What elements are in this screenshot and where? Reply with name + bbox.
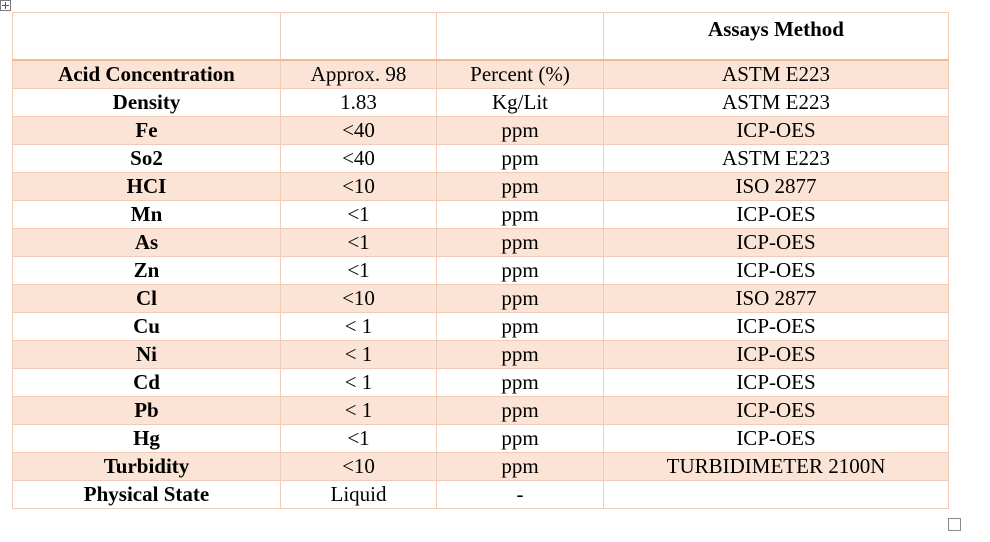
cell-unit[interactable]: ppm: [437, 145, 604, 173]
cell-method[interactable]: ICP-OES: [604, 257, 949, 285]
table-resize-handle-icon[interactable]: [948, 518, 961, 531]
cell-unit[interactable]: ppm: [437, 229, 604, 257]
cell-value[interactable]: <10: [281, 453, 437, 481]
table-row: [13, 397, 949, 425]
cell-method[interactable]: ICP-OES: [604, 397, 949, 425]
cell-parameter[interactable]: Ni: [13, 341, 281, 369]
table-row: [13, 229, 949, 257]
table-row: [13, 145, 949, 173]
cell-parameter[interactable]: Physical State: [13, 481, 281, 509]
cell-unit[interactable]: Percent (%): [437, 60, 604, 89]
cell-method[interactable]: ASTM E223: [604, 89, 949, 117]
cell-value[interactable]: <1: [281, 425, 437, 453]
table-move-handle-icon[interactable]: [0, 0, 11, 11]
table-row: [13, 257, 949, 285]
cell-method[interactable]: ASTM E223: [604, 60, 949, 89]
table-row: [13, 453, 949, 481]
cell-value[interactable]: <1: [281, 201, 437, 229]
cell-unit[interactable]: ppm: [437, 313, 604, 341]
cell-method[interactable]: ICP-OES: [604, 341, 949, 369]
cell-value[interactable]: < 1: [281, 341, 437, 369]
cell-parameter[interactable]: As: [13, 229, 281, 257]
cell-parameter[interactable]: Acid Concentration: [13, 60, 281, 89]
table-row: [13, 89, 949, 117]
cell-parameter[interactable]: Cl: [13, 285, 281, 313]
cell-parameter[interactable]: Zn: [13, 257, 281, 285]
cell-unit[interactable]: ppm: [437, 257, 604, 285]
cell-method[interactable]: ICP-OES: [604, 201, 949, 229]
cell-parameter[interactable]: Fe: [13, 117, 281, 145]
cell-parameter[interactable]: So2: [13, 145, 281, 173]
header-cell-assays-method[interactable]: Assays Method: [604, 13, 949, 61]
cell-unit[interactable]: ppm: [437, 369, 604, 397]
cell-value[interactable]: < 1: [281, 313, 437, 341]
table-row: [13, 369, 949, 397]
table-row: [13, 425, 949, 453]
cell-unit[interactable]: ppm: [437, 453, 604, 481]
cell-method[interactable]: ICP-OES: [604, 117, 949, 145]
cell-parameter[interactable]: Hg: [13, 425, 281, 453]
cell-method[interactable]: ASTM E223: [604, 145, 949, 173]
cell-value[interactable]: 1.83: [281, 89, 437, 117]
cell-value[interactable]: <1: [281, 257, 437, 285]
cell-unit[interactable]: ppm: [437, 285, 604, 313]
table-row: [13, 285, 949, 313]
table-row: [13, 173, 949, 201]
cell-value[interactable]: <40: [281, 145, 437, 173]
cell-value[interactable]: <10: [281, 173, 437, 201]
cell-value[interactable]: Liquid: [281, 481, 437, 509]
cell-value[interactable]: <40: [281, 117, 437, 145]
cell-method[interactable]: [604, 481, 949, 509]
cell-parameter[interactable]: Turbidity: [13, 453, 281, 481]
table-row: [13, 313, 949, 341]
cell-value[interactable]: Approx. 98: [281, 60, 437, 89]
cell-method[interactable]: ISO 2877: [604, 285, 949, 313]
cell-method[interactable]: ICP-OES: [604, 369, 949, 397]
cell-parameter[interactable]: Pb: [13, 397, 281, 425]
header-cell-value[interactable]: [281, 13, 437, 61]
cell-method[interactable]: ISO 2877: [604, 173, 949, 201]
header-cell-parameter[interactable]: [13, 13, 281, 61]
cell-unit[interactable]: ppm: [437, 425, 604, 453]
cell-method[interactable]: ICP-OES: [604, 229, 949, 257]
cell-value[interactable]: < 1: [281, 397, 437, 425]
cell-unit[interactable]: ppm: [437, 173, 604, 201]
header-cell-unit[interactable]: [437, 13, 604, 61]
table-row: [13, 481, 949, 509]
table-row: [13, 60, 949, 89]
cell-unit[interactable]: ppm: [437, 117, 604, 145]
cell-parameter[interactable]: Density: [13, 89, 281, 117]
cell-method[interactable]: TURBIDIMETER 2100N: [604, 453, 949, 481]
cell-unit[interactable]: ppm: [437, 397, 604, 425]
cell-parameter[interactable]: Cd: [13, 369, 281, 397]
cell-method[interactable]: ICP-OES: [604, 425, 949, 453]
table-row: [13, 201, 949, 229]
spec-table: [12, 12, 949, 509]
cell-parameter[interactable]: HCI: [13, 173, 281, 201]
cell-value[interactable]: < 1: [281, 369, 437, 397]
cell-method[interactable]: ICP-OES: [604, 313, 949, 341]
cell-parameter[interactable]: Mn: [13, 201, 281, 229]
cell-value[interactable]: <1: [281, 229, 437, 257]
table-row: [13, 117, 949, 145]
cell-unit[interactable]: -: [437, 481, 604, 509]
cell-unit[interactable]: Kg/Lit: [437, 89, 604, 117]
cell-parameter[interactable]: Cu: [13, 313, 281, 341]
cell-unit[interactable]: ppm: [437, 341, 604, 369]
table-row: [13, 341, 949, 369]
cell-unit[interactable]: ppm: [437, 201, 604, 229]
cell-value[interactable]: <10: [281, 285, 437, 313]
table-header-row: [13, 13, 949, 61]
